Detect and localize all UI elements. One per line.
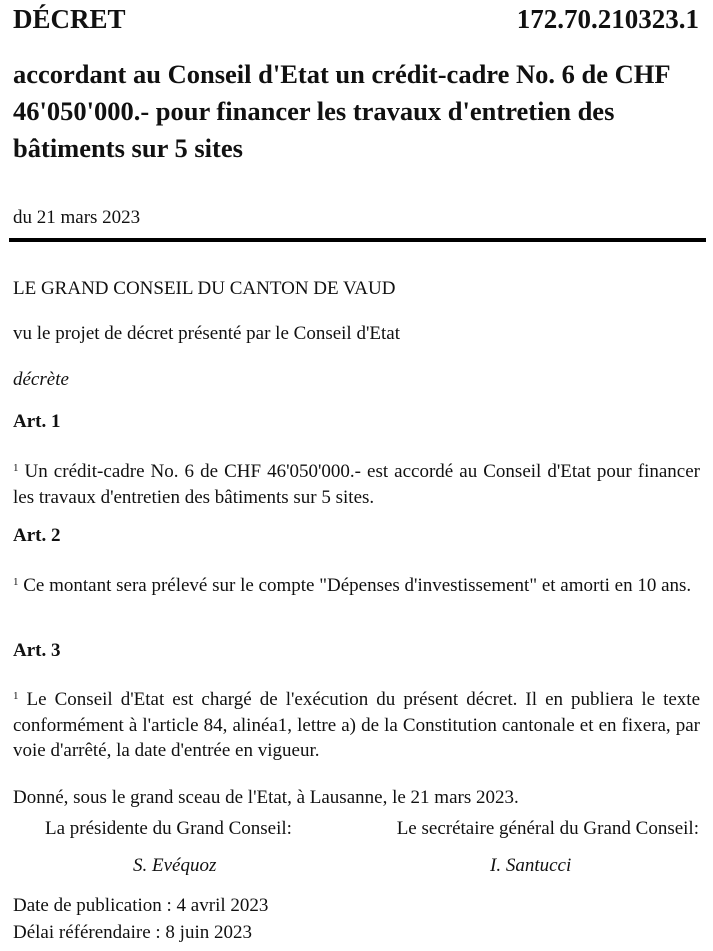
article-paragraph <box>13 570 700 599</box>
left-signatory-role: La présidente du Grand Conseil: <box>45 818 292 839</box>
right-signatory-name: I. Santucci <box>490 855 572 876</box>
referendum-deadline: Délai référendaire : 8 juin 2023 <box>13 922 252 943</box>
document-number: 172.70.210323.1 <box>516 4 699 34</box>
horizontal-divider <box>9 238 706 242</box>
article-heading: Art. 3 <box>13 640 61 661</box>
article-text: Le Conseil d'Etat est chargé de l'exécution du présent décret. Il en publiera le texte conformément à l'article 84, alinéa1, lettre a) de la Constitution cantonale et en fixera, par voie d'arrêté, la date d'entrée en vigueur. <box>13 689 701 761</box>
considering-clause: vu le projet de décret présenté par le Conseil d'Etat <box>13 323 400 344</box>
authority: LE GRAND CONSEIL DU CANTON DE VAUD <box>13 278 396 299</box>
given-clause: Donné, sous le grand sceau de l'Etat, à Lausanne, le 21 mars 2023. <box>13 787 519 808</box>
publication-date: Date de publication : 4 avril 2023 <box>13 895 269 916</box>
article-heading: Art. 2 <box>13 525 61 546</box>
article-text: Ce montant sera prélevé sur le compte "Dépenses d'investissement" et amorti en 10 ans. <box>23 575 692 596</box>
paragraph-number: 1 <box>13 576 19 588</box>
paragraph-number: 1 <box>13 462 19 474</box>
article-paragraph <box>13 684 700 764</box>
article-paragraph <box>13 456 700 510</box>
left-signatory-name: S. Evéquoz <box>133 855 217 876</box>
paragraph-number: 1 <box>13 690 19 702</box>
article-text: Un crédit-cadre No. 6 de CHF 46'050'000.- est accordé au Conseil d'Etat pour financer les travaux d'entretien des bâtiments sur 5 sites. <box>13 461 701 508</box>
decree-title: accordant au Conseil d'Etat un crédit-cadre No. 6 de CHF 46'050'000.- pour financer les travaux d'entretien des bâtiments sur 5 sites <box>13 59 670 163</box>
decrees-clause: décrète <box>13 369 69 390</box>
document-type: DÉCRET <box>13 4 126 34</box>
right-signatory-role: Le secrétaire général du Grand Conseil: <box>396 818 699 839</box>
decree-date: du 21 mars 2023 <box>13 207 141 228</box>
article-heading: Art. 1 <box>13 411 61 432</box>
